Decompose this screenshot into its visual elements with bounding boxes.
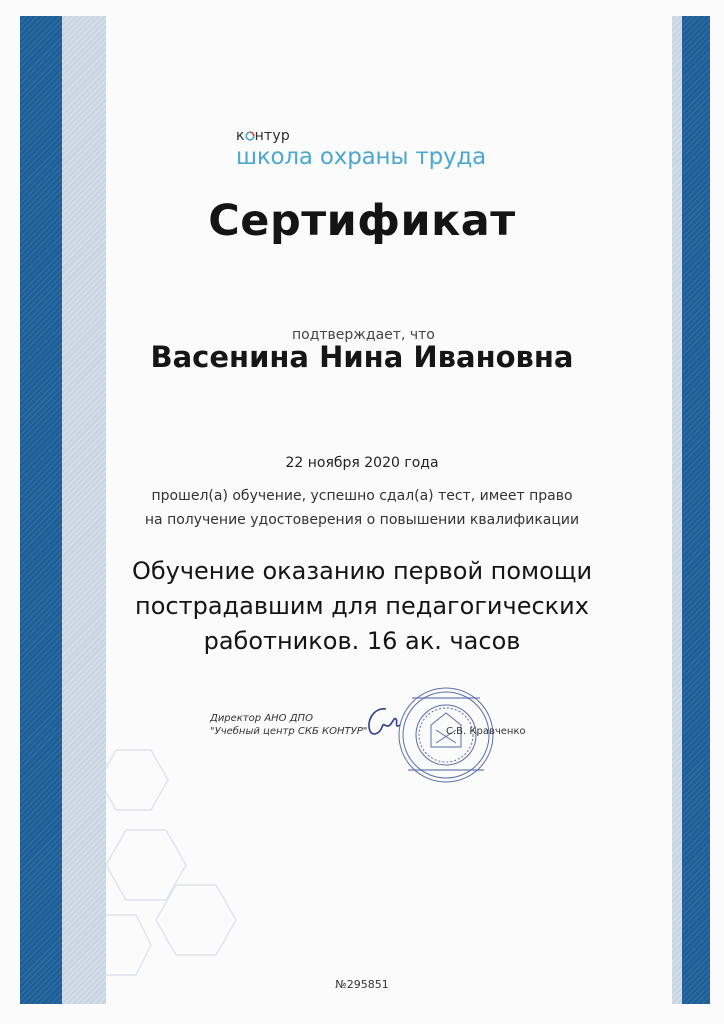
certificate-number: №295851 [335,978,389,991]
certificate-description [0,484,724,532]
signature-icon [360,703,404,743]
certificate-title: Сертификат [208,196,516,246]
signer-line-1: Директор АНО ДПО [210,713,313,724]
signer-title [210,712,367,738]
course-line-3: работников. 16 ак. часов [203,627,521,655]
recipient-name: Васенина Нина Ивановна [150,340,574,374]
logo-brand-suffix: нтур [254,128,290,144]
confirms-text: подтверждает, что [292,327,435,343]
course-line-2: пострадавшим для педагогических [135,592,589,620]
logo-brand-prefix: к [236,128,245,144]
logo-school: школа охраны труда [236,144,487,170]
logo-o-icon [245,131,255,141]
signer-name: С.В. Кравченко [446,726,526,737]
certificate-date: 22 ноября 2020 года [285,455,439,471]
description-line-2: на получение удостоверения о повышении квалификации [144,512,580,528]
signer-line-2: "Учебный центр СКБ КОНТУР" [210,726,368,737]
description-line-1: прошел(а) обучение, успешно сдал(а) тест, имеет право [151,488,573,504]
hexagon-decoration [106,740,246,980]
course-title [0,554,724,659]
logo-brand [236,128,486,144]
course-line-1: Обучение оказанию первой помощи [131,557,593,585]
kontur-logo [236,128,486,170]
